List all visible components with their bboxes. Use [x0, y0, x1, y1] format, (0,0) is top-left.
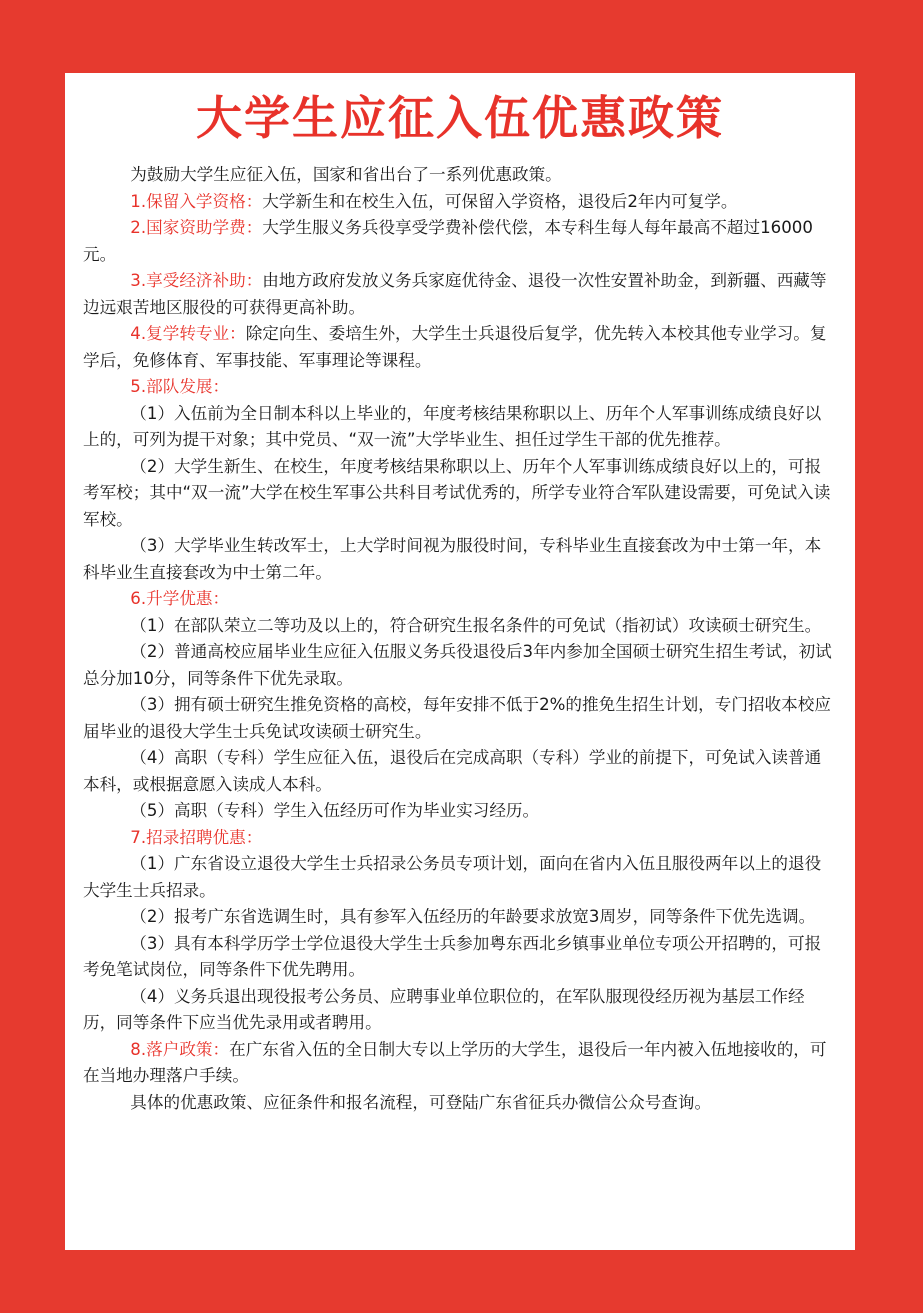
section-6-item: （3）拥有硕士研究生推免资格的高校，每年安排不低于2%的推免生招生计划，专门招收本校应届毕业的退役大学生士兵免试攻读硕士研究生。 — [83, 695, 831, 741]
section-6-heading: 6.升学优惠： — [130, 589, 230, 608]
section-8-heading: 8.落户政策： — [130, 1039, 230, 1059]
section-4-heading: 4.复学转专业： — [130, 324, 246, 343]
section-7-item: （4）义务兵退出现役报考公务员、应聘事业单位职位的，在军队服现役经历视为基层工作经历，同等条件下应当优先录用或者聘用。 — [83, 986, 805, 1032]
page-title: 大学生应征入伍优惠政策 — [196, 91, 724, 145]
section-2 — [83, 215, 837, 268]
section-7-item: （2）报考广东省选调生时，具有参军入伍经历的年龄要求放宽3周岁，同等条件下优先选调。 — [130, 907, 816, 926]
intro-paragraph: 为鼓励大学生应征入伍，国家和省出台了一系列优惠政策。 — [130, 165, 562, 184]
section-6-item: （5）高职（专科）学生入伍经历可作为毕业实习经历。 — [130, 801, 540, 820]
section-5-item: （3）大学毕业生转改军士，上大学时间视为服役时间，专科毕业生直接套改为中士第一年，本科毕业生直接套改为中士第二年。 — [83, 536, 822, 582]
policy-content — [83, 162, 837, 1116]
section-6-item: （4）高职（专科）学生应征入伍，退役后在完成高职（专科）学业的前提下，可免试入读普通本科，或根据意愿入读成人本科。 — [83, 748, 822, 794]
section-5-heading: 5.部队发展： — [130, 377, 230, 396]
section-1-heading: 1.保留入学资格： — [130, 191, 263, 211]
section-1 — [83, 189, 837, 216]
policy-poster — [65, 73, 855, 1250]
closing-paragraph: 具体的优惠政策、应征条件和报名流程，可登陆广东省征兵办微信公众号查询。 — [130, 1092, 712, 1112]
section-4 — [83, 321, 837, 374]
section-3-heading: 3.享受经济补助： — [130, 271, 263, 290]
section-8-text: 在广东省入伍的全日制大专以上学历的大学生，退役后一年内被入伍地接收的，可在当地办理落户手续。 — [83, 1039, 827, 1085]
section-7-item: （1）广东省设立退役大学生士兵招录公务员专项计划，面向在省内入伍且服役两年以上的退役大学生士兵招录。 — [83, 854, 822, 900]
section-2-text: 大学生服义务兵役享受学费补偿代偿，本专科生每人每年最高不超过16000元。 — [83, 218, 813, 264]
section-1-text: 大学新生和在校生入伍，可保留入学资格，退役后2年内可复学。 — [262, 191, 738, 211]
section-5-item: （1）入伍前为全日制本科以上毕业的，年度考核结果称职以上、历年个人军事训练成绩良好以上的，可列为提干对象；其中党员、“双一流”大学毕业生、担任过学生干部的优先推荐。 — [83, 403, 822, 449]
section-6-item: （1）在部队荣立二等功及以上的，符合研究生报名条件的可免试（指初试）攻读硕士研究生。 — [130, 615, 822, 635]
section-7-heading: 7.招录招聘优惠： — [130, 827, 263, 847]
section-2-heading: 2.国家资助学费： — [130, 218, 263, 237]
section-3 — [83, 268, 837, 321]
section-3-text: 由地方政府发放义务兵家庭优待金、退役一次性安置补助金，到新疆、西藏等边远艰苦地区服役的可获得更高补助。 — [83, 271, 827, 317]
section-7-item: （3）具有本科学历学士学位退役大学生士兵参加粤东西北乡镇事业单位专项公开招聘的，可报考免笔试岗位，同等条件下优先聘用。 — [83, 933, 822, 979]
section-8 — [83, 1037, 837, 1090]
section-4-text: 除定向生、委培生外，大学生士兵退役后复学，优先转入本校其他专业学习。复学后，免修体育、军事技能、军事理论等课程。 — [83, 324, 827, 370]
section-6-item: （2）普通高校应届毕业生应征入伍服义务兵役退役后3年内参加全国硕士研究生招生考试，初试总分加10分，同等条件下优先录取。 — [83, 642, 832, 688]
section-5-item: （2）大学生新生、在校生，年度考核结果称职以上、历年个人军事训练成绩良好以上的，可报考军校；其中“双一流”大学在校生军事公共科目考试优秀的，所学专业符合军队建设需要，可免试入读军校。 — [83, 456, 831, 529]
